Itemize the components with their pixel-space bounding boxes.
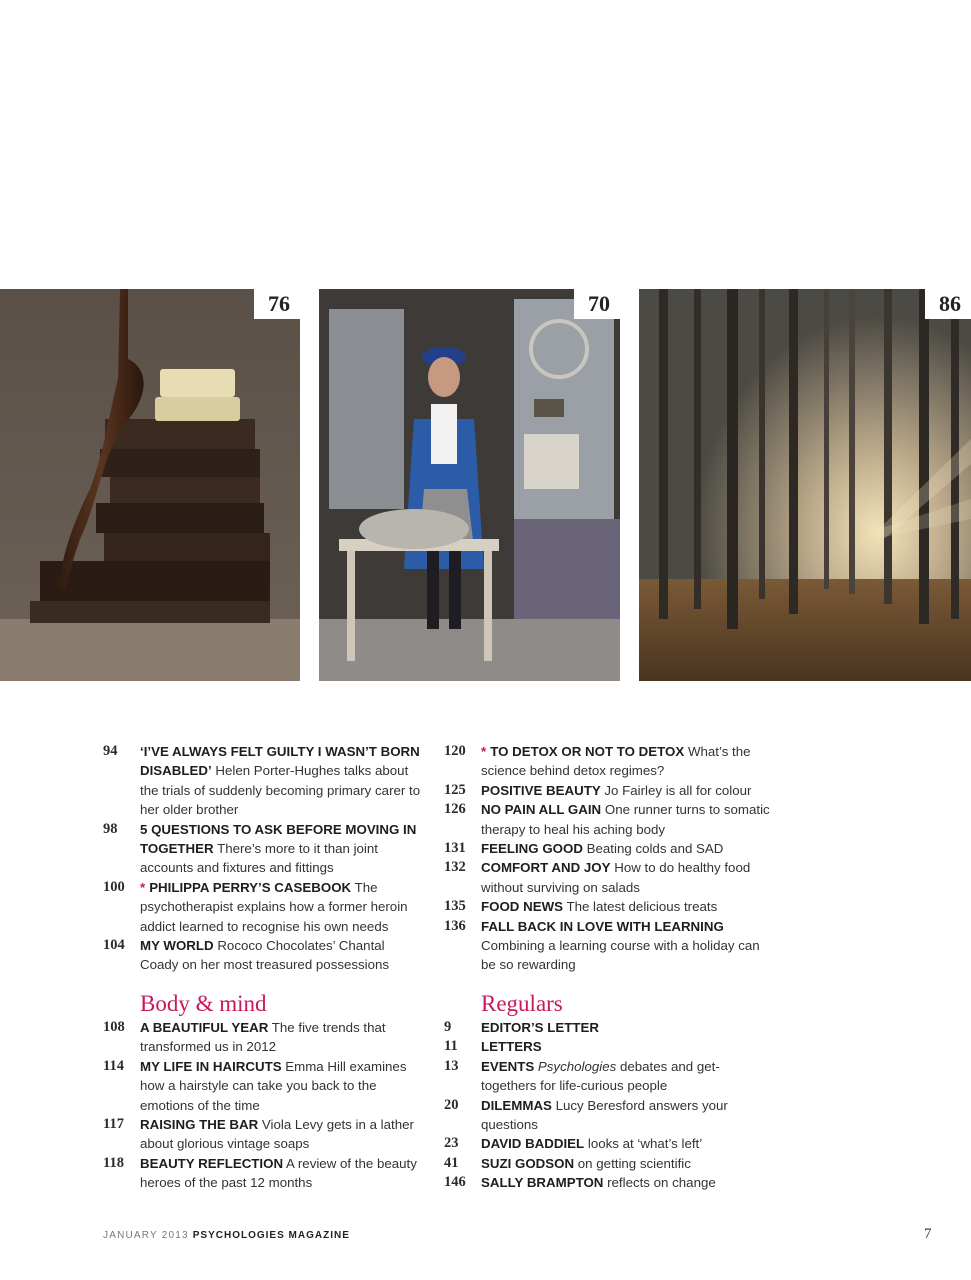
entry-text: There’s more to it than joint accounts and fixtures and fittings (140, 841, 378, 876)
entry-heading: EDITOR’S LETTER (481, 1019, 599, 1035)
star-icon: * (481, 744, 487, 759)
entry-italic: Psychologies (534, 1058, 617, 1074)
contents-entry[interactable] (103, 742, 423, 820)
contents-entry[interactable] (103, 820, 423, 878)
entry-text: reflects on change (603, 1175, 716, 1191)
contents-entry[interactable] (444, 1057, 774, 1096)
entry-page: 98 (103, 820, 118, 837)
contents-entry[interactable] (444, 858, 774, 897)
contents-entry[interactable] (444, 839, 774, 858)
entry-page: 13 (444, 1057, 459, 1074)
entry-page: 120 (444, 743, 466, 759)
entry-page: 100 (103, 878, 125, 895)
entry-page: 131 (444, 840, 466, 857)
entry-page: 118 (103, 1154, 124, 1171)
shop-photo (319, 289, 620, 681)
entry-text: The psychotherapist explains how a former heroin addict learned to recognise his own needs (140, 879, 408, 934)
contents-entry[interactable] (103, 1154, 423, 1193)
entry-page: 114 (103, 1057, 124, 1074)
entry-heading: EVENTS (481, 1058, 535, 1074)
entry-text: debates and get-togethers for life-curious people (481, 1058, 720, 1094)
issue-date: JANUARY 2013 (103, 1230, 189, 1241)
entry-page: 126 (444, 801, 466, 818)
shop-image (319, 289, 620, 681)
chocolate-photo (0, 289, 300, 681)
entry-heading: FEELING GOOD (481, 841, 583, 857)
entry-text: A review of the beauty heroes of the past 12 months (140, 1155, 417, 1191)
entry-text: The latest delicious treats (563, 899, 718, 915)
photo-page-number: 76 (254, 289, 300, 319)
contents-entry[interactable] (444, 1134, 774, 1153)
contents-entry[interactable] (444, 1096, 774, 1135)
entry-page: 104 (103, 937, 125, 954)
entry-text: Emma Hill examines how a hairstyle can take you back to the emotions of the time (140, 1058, 407, 1113)
entry-page: 117 (103, 1115, 124, 1132)
page-footer (103, 1230, 350, 1241)
entry-text: How to do healthy food without surviving on salads (481, 860, 751, 895)
contents-entry[interactable] (444, 1173, 774, 1192)
contents-entry[interactable] (103, 878, 423, 936)
contents-entry[interactable] (444, 1154, 774, 1173)
contents-entry[interactable] (444, 800, 774, 839)
entry-text: Viola Levy gets in a lather about glorious vintage soaps (140, 1116, 414, 1152)
section-title-body-mind: Body & mind (140, 990, 267, 1016)
entry-heading: DILEMMAS (481, 1097, 552, 1113)
entry-heading: SALLY BRAMPTON (481, 1175, 604, 1191)
entry-heading: SUZI GODSON (481, 1155, 575, 1171)
entry-page: 132 (444, 859, 466, 876)
page-number: 7 (924, 1226, 932, 1242)
entry-heading: MY LIFE IN HAIRCUTS (140, 1058, 282, 1074)
photo-page-number: 86 (925, 289, 971, 319)
contents-entry[interactable] (444, 781, 774, 800)
entry-text: Beating colds and SAD (582, 841, 724, 857)
entry-heading: COMFORT AND JOY (481, 860, 611, 876)
entry-heading: LETTERS (481, 1039, 542, 1055)
entry-heading: 5 QUESTIONS TO ASK BEFORE MOVING IN TOGETHER (140, 821, 417, 857)
entry-page: 136 (444, 917, 466, 934)
contents-entry[interactable] (444, 1037, 774, 1056)
entry-text: The five trends that transformed us in 2012 (140, 1019, 386, 1055)
entry-heading: A BEAUTIFUL YEAR (140, 1019, 269, 1035)
contents-entry[interactable] (103, 936, 423, 975)
contents-entry[interactable] (444, 742, 774, 781)
entry-heading: FALL BACK IN LOVE WITH LEARNING (481, 918, 724, 934)
contents-entry[interactable] (103, 1018, 423, 1057)
chocolate-image (0, 289, 300, 681)
contents-entry[interactable] (444, 917, 774, 975)
entry-heading: TO DETOX OR NOT TO DETOX (490, 744, 685, 759)
entry-page: 125 (444, 781, 466, 798)
entry-heading: FOOD NEWS (481, 899, 563, 915)
contents-left-column (103, 742, 423, 1193)
photo-page-number: 70 (574, 289, 620, 319)
entry-text: Combining a learning course with a holiday can be so rewarding (481, 938, 760, 973)
entry-page: 94 (103, 743, 118, 759)
entry-text: looks at ‘what’s left’ (584, 1136, 703, 1152)
entry-text: Helen Porter-Hughes talks about the trials of suddenly becoming primary carer to her older brother (140, 763, 421, 818)
entry-page: 9 (444, 1018, 452, 1035)
entry-page: 41 (444, 1154, 459, 1171)
entry-heading: POSITIVE BEAUTY (481, 782, 601, 798)
contents-entry[interactable] (103, 1057, 423, 1115)
entry-page: 23 (444, 1135, 459, 1152)
entry-heading: PHILIPPA PERRY’S CASEBOOK (149, 879, 352, 895)
entry-text: Rococo Chocolates’ Chantal Coady on her most treasured possessions (140, 938, 390, 973)
contents-entry[interactable] (103, 1115, 423, 1154)
entry-page: 146 (444, 1174, 466, 1191)
entry-heading: RAISING THE BAR (140, 1116, 259, 1132)
entry-page: 20 (444, 1096, 459, 1113)
section-title-regulars: Regulars (481, 990, 563, 1016)
entry-text: Jo Fairley is all for colour (600, 782, 752, 798)
entry-page: 11 (444, 1038, 458, 1055)
entry-heading: NO PAIN ALL GAIN (481, 802, 602, 818)
contents-right-column (444, 742, 774, 1193)
entry-heading: BEAUTY REFLECTION (140, 1155, 284, 1171)
star-icon: * (140, 879, 146, 895)
forest-photo (639, 289, 971, 681)
entry-page: 135 (444, 898, 466, 915)
entry-heading: DAVID BADDIEL (481, 1136, 585, 1152)
entry-text: on getting scientific (574, 1155, 691, 1171)
contents-entry[interactable] (444, 1018, 774, 1037)
photo-strip (0, 289, 971, 681)
entry-heading: ‘I’VE ALWAYS FELT GUILTY I WASN’T BORN DISABLED’ (140, 744, 420, 779)
entry-text: One runner turns to somatic therapy to heal his aching body (481, 802, 770, 837)
entry-page: 108 (103, 1018, 125, 1035)
contents-entry[interactable] (444, 897, 774, 916)
forest-image (639, 289, 971, 681)
entry-text: Lucy Beresford answers your questions (481, 1097, 728, 1132)
entry-text: What’s the science behind detox regimes? (481, 744, 751, 779)
entry-heading: MY WORLD (140, 938, 214, 954)
magazine-name: PSYCHOLOGIES MAGAZINE (192, 1230, 350, 1241)
